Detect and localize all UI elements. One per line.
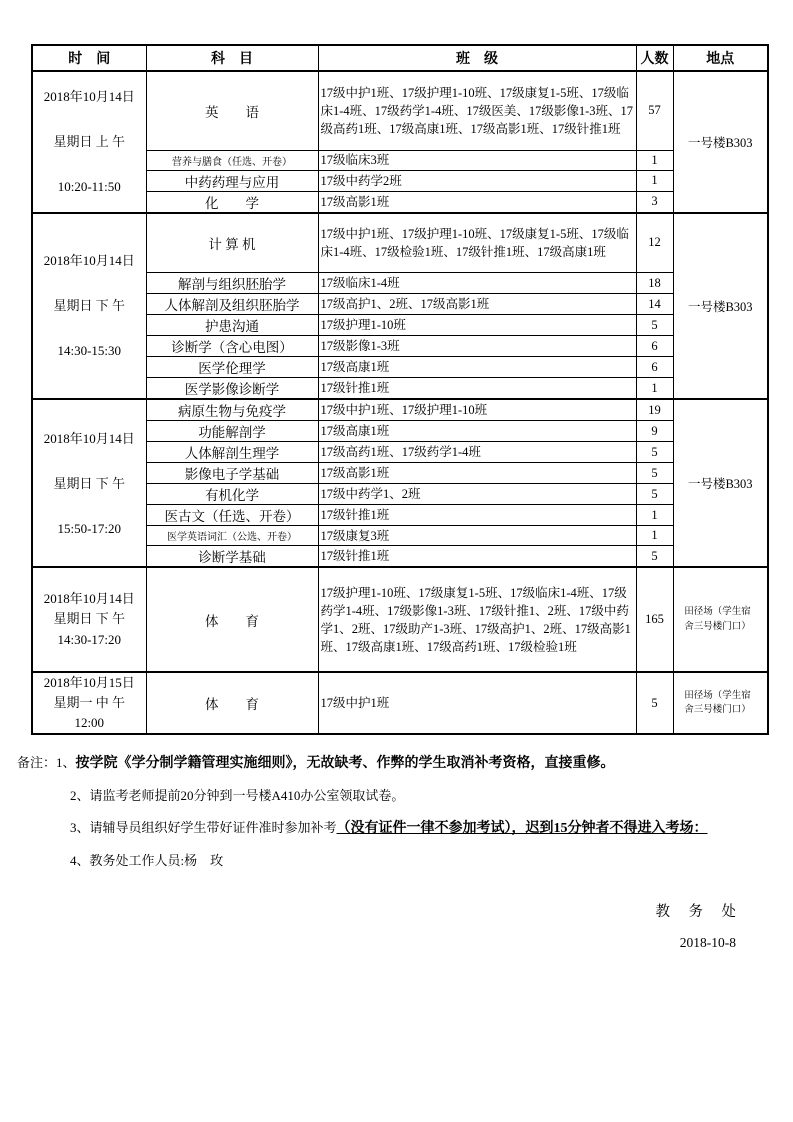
count-cell: 57	[636, 71, 673, 150]
count-cell: 1	[636, 378, 673, 400]
classes-cell: 17级临床3班	[318, 150, 636, 170]
time-line: 2018年10月15日	[43, 675, 135, 690]
table-header	[32, 45, 768, 71]
notes-label: 备注：	[17, 755, 57, 771]
count-cell: 165	[636, 567, 673, 672]
notes	[0, 735, 760, 872]
location-text: 一号楼B303	[687, 135, 753, 150]
location-text: 一号楼B303	[687, 299, 753, 314]
time-cell	[32, 672, 146, 734]
time-cell	[32, 567, 146, 672]
subject-cell: 功能解剖学	[146, 421, 318, 442]
time-line: 14:30-15:30	[57, 343, 122, 359]
time-line: 2018年10月14日	[43, 591, 135, 607]
location-cell	[673, 399, 768, 567]
subject-cell: 中药药理与应用	[146, 170, 318, 191]
classes-cell: 17级中护1班	[318, 672, 636, 734]
signature-date: 2018-10-8	[679, 935, 736, 951]
subject-cell: 影像电子学基础	[146, 463, 318, 484]
table-row	[32, 213, 768, 273]
note-number: 2、	[70, 788, 90, 804]
time-line: 星期一 中 午	[53, 695, 125, 711]
classes-cell: 17级高影1班	[318, 463, 636, 484]
subject-cell: 医学英语词汇（公选、开卷）	[146, 526, 318, 546]
time-line: 2018年10月14日	[43, 430, 135, 446]
note-text: 请辅导员组织好学生带好证件准时参加补考	[89, 820, 337, 836]
subject-cell: 体 育	[146, 672, 318, 734]
classes-cell: 17级康复3班	[318, 526, 636, 546]
count-cell: 5	[636, 484, 673, 505]
note-text: 按学院《学分制学籍管理实施细则》，无故缺考、作弊的学生取消补考资格，直接重修。	[75, 756, 615, 772]
classes-cell: 17级高康1班	[318, 421, 636, 442]
classes-cell: 17级高影1班	[318, 191, 636, 213]
table-row	[32, 71, 768, 150]
note-item-3	[17, 816, 746, 840]
count-cell: 6	[636, 357, 673, 378]
time-line: 星期日 上 午	[53, 134, 125, 150]
table-row	[32, 567, 768, 672]
time-line: 星期日 下 午	[53, 475, 125, 491]
time-cell	[32, 213, 146, 400]
note-number: 3、	[70, 820, 90, 836]
count-cell: 9	[636, 421, 673, 442]
table-row	[32, 399, 768, 421]
subject-cell: 护患沟通	[146, 315, 318, 336]
classes-cell: 17级中药学2班	[318, 170, 636, 191]
table-body	[32, 71, 768, 734]
count-cell: 6	[636, 336, 673, 357]
location-cell	[673, 71, 768, 213]
subject-cell: 医古文（任选、开卷）	[146, 505, 318, 526]
subject-cell: 病原生物与免疫学	[146, 399, 318, 421]
classes-cell: 17级针推1班	[318, 378, 636, 400]
classes-cell: 17级针推1班	[318, 505, 636, 526]
count-cell: 1	[636, 505, 673, 526]
classes-cell: 17级中护1班、17级护理1-10班、17级康复1-5班、17级临床1-4班、17级检验1班、17级针推1班、17级高康1班	[318, 213, 636, 273]
classes-cell: 17级针推1班	[318, 546, 636, 568]
count-cell: 5	[636, 463, 673, 484]
subject-cell: 有机化学	[146, 484, 318, 505]
header-row	[32, 45, 768, 71]
time-line: 星期日 下 午	[53, 611, 125, 627]
classes-cell: 17级高康1班	[318, 357, 636, 378]
classes-cell: 17级中护1班、17级护理1-10班、17级康复1-5班、17级临床1-4班、17级药学1-4班、17级医美、17级影像1-3班、17级高药1班、17级高康1班、17级高影1班、17级针推1班	[318, 71, 636, 150]
classes-cell: 17级影像1-3班	[318, 336, 636, 357]
table-row	[32, 672, 768, 734]
count-cell: 3	[636, 191, 673, 213]
subject-cell: 人体解剖及组织胚胎学	[146, 294, 318, 315]
signature-block	[0, 900, 738, 951]
note-number: 4、	[70, 853, 90, 869]
classes-cell: 17级护理1-10班、17级康复1-5班、17级临床1-4班、17级药学1-4班、17级影像1-3班、17级针推1、2班、17级中药学1、2班、17级助产1-3班、17级高护1、2班、17级高影1班、17级高康1班、17级高药1班、17级检验1班	[318, 567, 636, 672]
note-text: 教务处工作人员:杨 玫	[89, 853, 224, 869]
column-header: 人数	[636, 45, 673, 71]
time-line: 2018年10月14日	[43, 253, 135, 269]
classes-cell: 17级高护1、2班、17级高影1班	[318, 294, 636, 315]
note-item-4	[17, 849, 746, 872]
subject-cell: 化 学	[146, 191, 318, 213]
count-cell: 1	[636, 526, 673, 546]
location-cell	[673, 672, 768, 734]
subject-cell: 诊断学（含心电图）	[146, 336, 318, 357]
location-text: 一号楼B303	[687, 477, 753, 491]
subject-cell: 解剖与组织胚胎学	[146, 273, 318, 294]
subject-cell: 英 语	[146, 71, 318, 150]
classes-cell: 17级临床1-4班	[318, 273, 636, 294]
count-cell: 1	[636, 150, 673, 170]
time-line: 星期日 下 午	[53, 298, 125, 314]
classes-cell: 17级护理1-10班	[318, 315, 636, 336]
note-number: 1、	[56, 755, 76, 771]
time-line: 10:20-11:50	[57, 179, 121, 195]
subject-cell: 人体解剖生理学	[146, 442, 318, 463]
note-text: 请监考老师提前20分钟到一号楼A410办公室领取试卷。	[89, 788, 405, 804]
count-cell: 12	[636, 213, 673, 273]
signature-department: 教 务 处	[655, 904, 738, 921]
note-item-2	[17, 784, 746, 807]
count-cell: 14	[636, 294, 673, 315]
classes-cell: 17级高药1班、17级药学1-4班	[318, 442, 636, 463]
exam-schedule-table	[31, 44, 769, 735]
count-cell: 5	[636, 672, 673, 734]
location-cell	[673, 213, 768, 400]
column-header: 科 目	[146, 45, 318, 71]
subject-cell: 体 育	[146, 567, 318, 672]
note-text: （没有证件一律不参加考试），迟到15分钟者不得进入考场：	[336, 821, 708, 837]
time-line: 12:00	[74, 715, 105, 731]
count-cell: 1	[636, 170, 673, 191]
count-cell: 18	[636, 273, 673, 294]
count-cell: 5	[636, 315, 673, 336]
subject-cell: 诊断学基础	[146, 546, 318, 568]
location-text: 田径场（学生宿舍三号楼门口）	[684, 690, 751, 716]
time-line: 2018年10月14日	[43, 89, 135, 105]
time-line: 15:50-17:20	[57, 520, 122, 536]
column-header: 时 间	[32, 45, 146, 71]
classes-cell: 17级中药学1、2班	[318, 484, 636, 505]
time-cell	[32, 71, 146, 213]
count-cell: 5	[636, 546, 673, 568]
count-cell: 19	[636, 399, 673, 421]
subject-cell: 计 算 机	[146, 213, 318, 273]
count-cell: 5	[636, 442, 673, 463]
classes-cell: 17级中护1班、17级护理1-10班	[318, 399, 636, 421]
location-cell	[673, 567, 768, 672]
column-header: 地点	[673, 45, 768, 71]
subject-cell: 医学伦理学	[146, 357, 318, 378]
subject-cell: 医学影像诊断学	[146, 378, 318, 400]
subject-cell: 营养与膳食（任选、开卷）	[146, 150, 318, 170]
time-line: 14:30-17:20	[57, 631, 122, 647]
location-text: 田径场（学生宿舍三号楼门口）	[684, 607, 751, 632]
time-cell	[32, 399, 146, 567]
note-item-1	[17, 751, 746, 775]
column-header: 班 级	[318, 45, 636, 71]
